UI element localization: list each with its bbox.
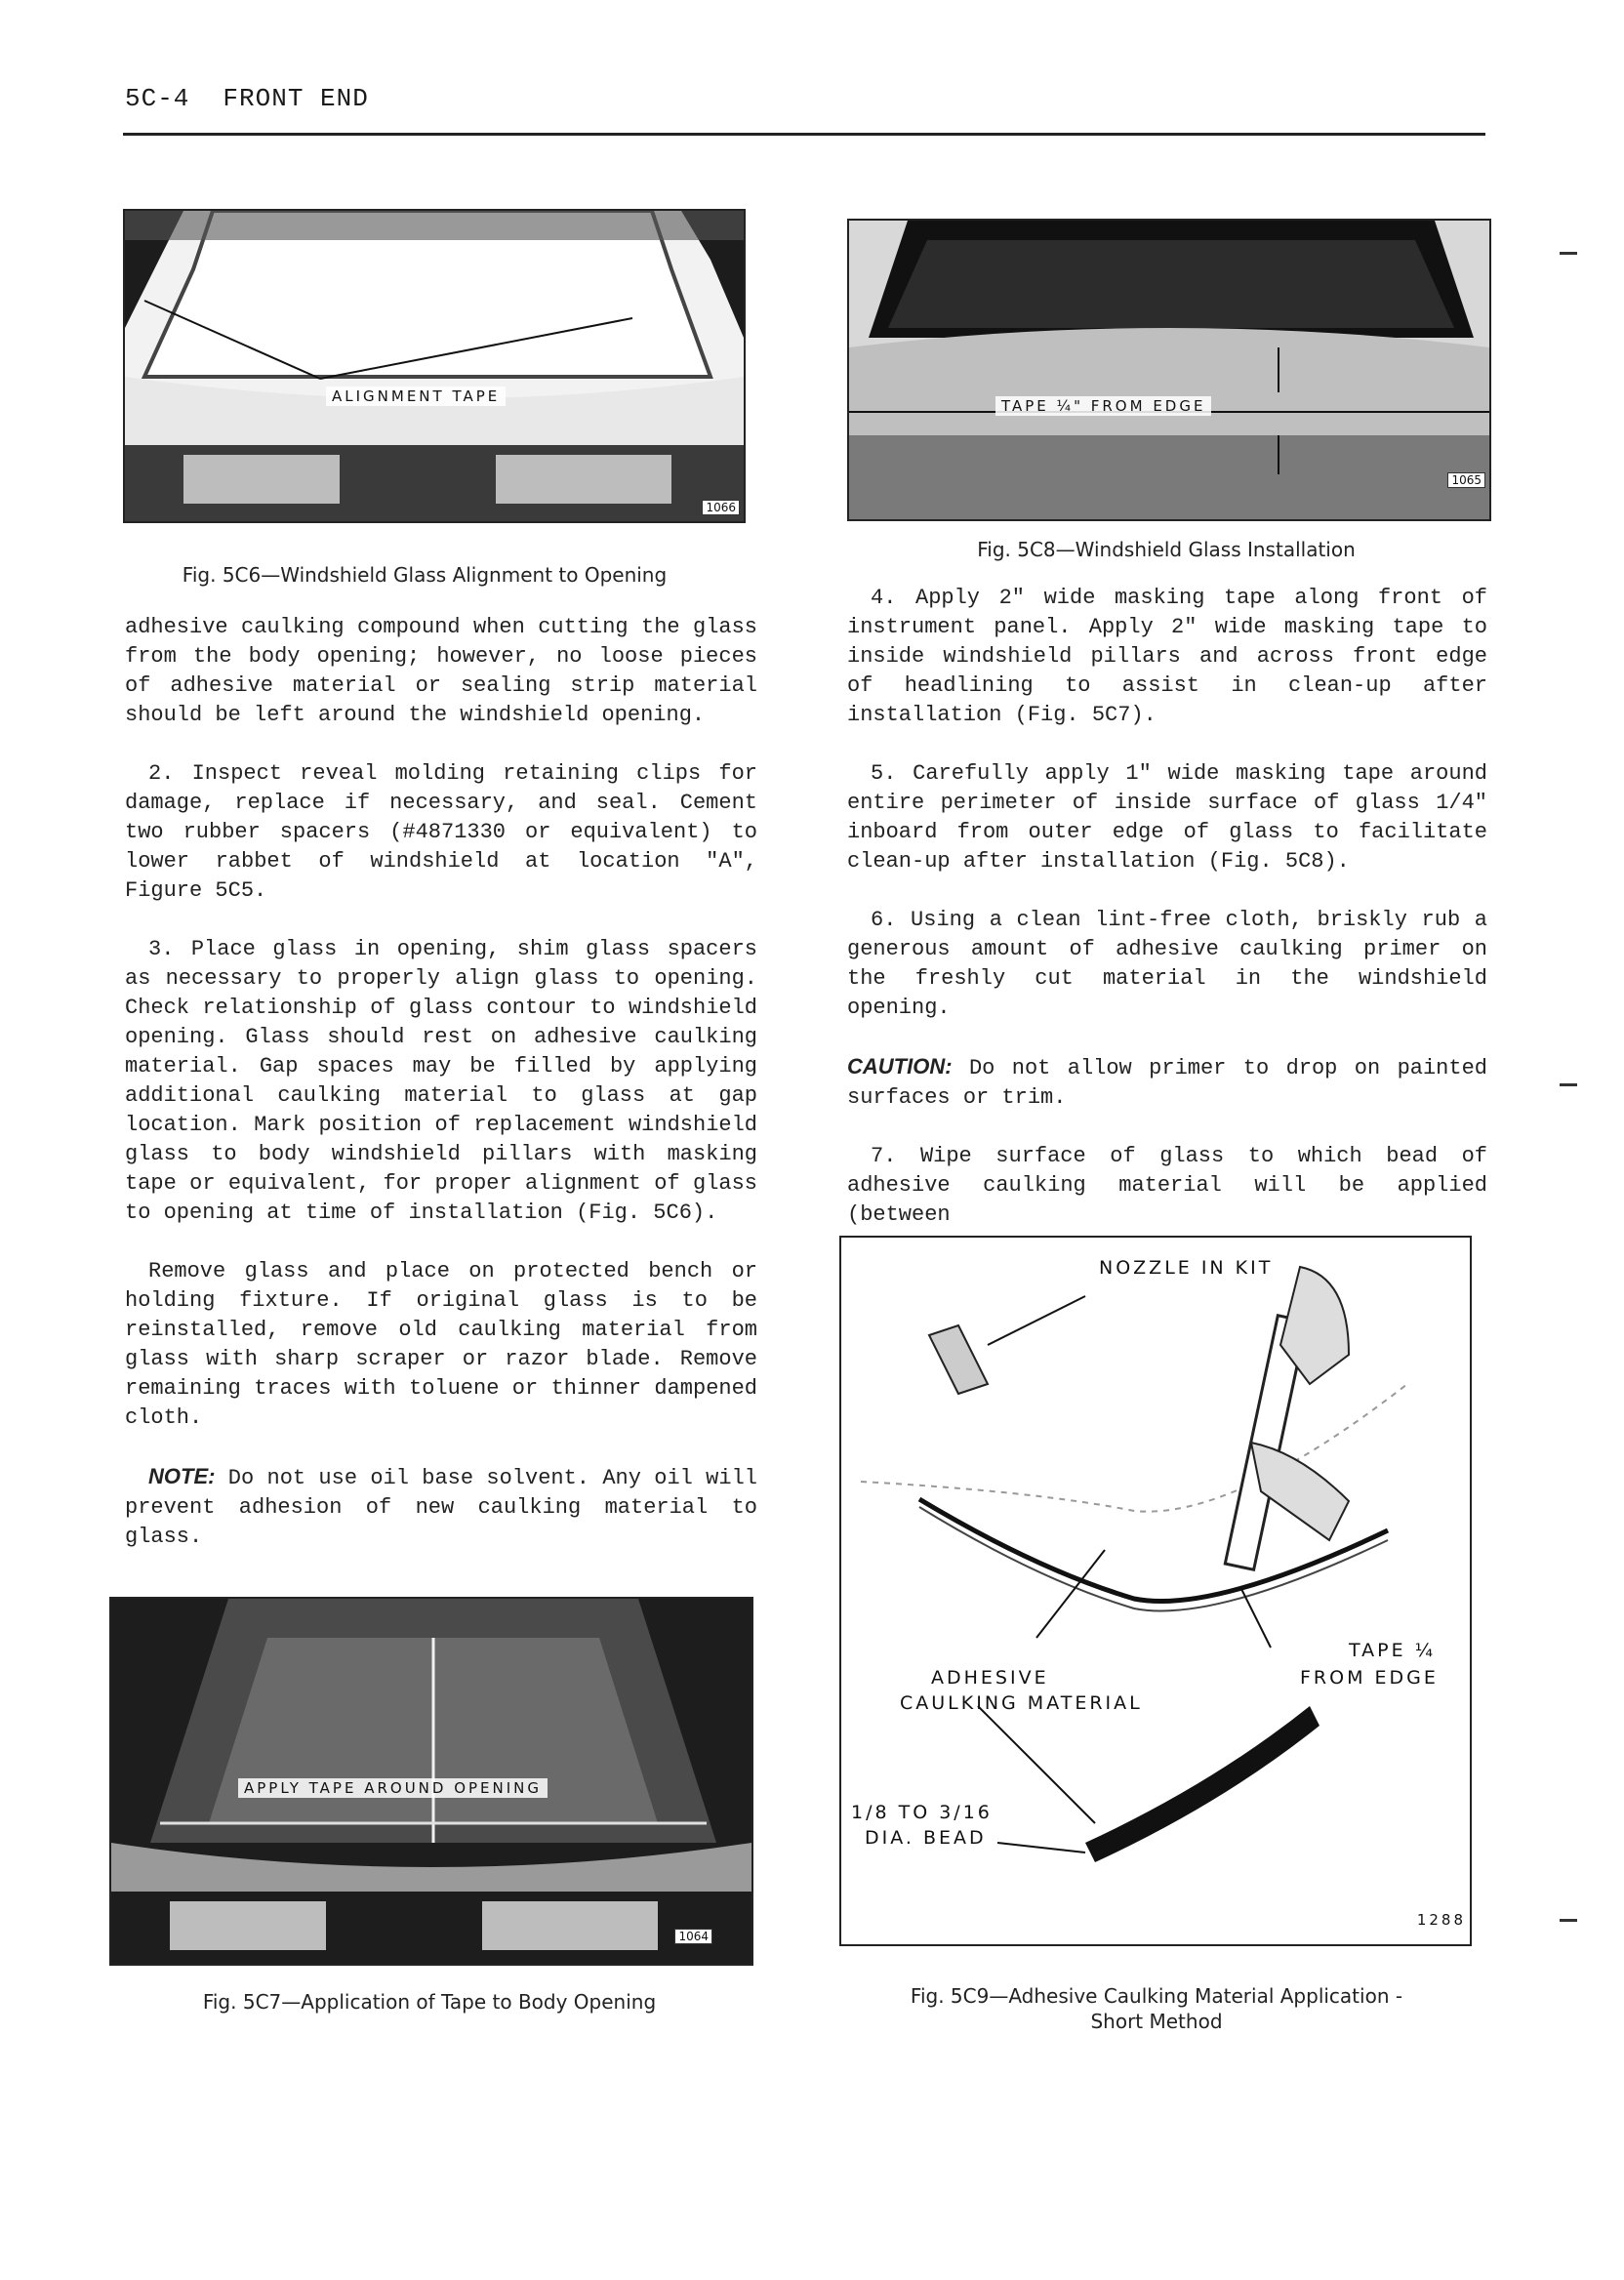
fig-5c8-caption: Fig. 5C8—Windshield Glass Installation <box>977 538 1356 561</box>
figure-5c7-photo <box>109 1597 753 1966</box>
left-paragraph-2: 2. Inspect reveal molding retaining clips for damage, replace if necessary, and seal. Cement two rubber spacers (#4871330 or equivalent) to lower rabbet of windshield at location "A", Figure 5C5. <box>125 761 757 903</box>
adhesive-label-2: CAULKING MATERIAL <box>900 1692 1143 1714</box>
fig-5c9-number: 1288 <box>1416 1911 1466 1929</box>
fig-5c8-number: 1065 <box>1447 472 1485 488</box>
page-header <box>125 84 369 113</box>
left-column-text <box>125 613 757 1581</box>
windshield-photo-5c6 <box>125 211 744 521</box>
bead-label: 1/8 TO 3/16 <box>851 1802 993 1823</box>
fig-5c9-caption-line-2: Short Method <box>1090 2010 1223 2033</box>
figure-5c6-photo <box>123 209 746 523</box>
right-paragraph-5: 5. Carefully apply 1" wide masking tape around entire perimeter of inside surface of glass 1/4" inboard from outer edge of glass to facilitate clean-up after installation (Fig. 5C8). <box>847 761 1487 874</box>
right-paragraph-7: 7. Wipe surface of glass to which bead of adhesive caulking material will be applied (between <box>847 1144 1487 1227</box>
caution-text: Do not allow primer to drop on painted surfaces or trim. <box>847 1056 1487 1110</box>
fig-5c9-caption <box>849 1983 1464 2034</box>
note-paragraph <box>125 1462 757 1552</box>
fig-5c7-number: 1064 <box>674 1929 712 1944</box>
fig-5c6-caption: Fig. 5C6—Windshield Glass Alignment to Opening <box>182 563 668 587</box>
tape-label: TAPE ¼ <box>1349 1640 1437 1661</box>
bead-label-2: DIA. BEAD <box>865 1827 987 1849</box>
note-text: Do not use oil base solvent. Any oil will prevent adhesion of new caulking material to glass. <box>125 1466 757 1549</box>
left-paragraph-1: adhesive caulking compound when cutting the glass from the body opening; however, no loose pieces of adhesive material or sealing strip material should be left around the windshield opening. <box>125 615 757 727</box>
figure-5c9-diagram <box>839 1236 1472 1946</box>
fig-5c7-label: APPLY TAPE AROUND OPENING <box>238 1778 548 1798</box>
caution-lead: CAUTION: <box>847 1054 953 1079</box>
left-paragraph-4: Remove glass and place on protected bench or holding fixture. If original glass is to be reinstalled, remove old caulking material from glass with sharp scraper or razor blade. Remove remaining traces with toluene or thinner dampened cloth. <box>125 1259 757 1430</box>
adhesive-label: ADHESIVE <box>931 1667 1049 1689</box>
nozzle-label: NOZZLE IN KIT <box>1099 1257 1274 1279</box>
margin-mark <box>1560 1083 1577 1086</box>
left-paragraph-3: 3. Place glass in opening, shim glass spacers as necessary to properly align glass to opening. Check relationship of glass contour to windshield opening. Glass should rest on adhesive caulking material. Gap spaces may be filled by applying additional caulking material to glass at gap location. Mark position of replacement windshield glass to body windshield pillars with masking tape or equivalent, for proper alignment of glass to opening at time of installation (Fig. 5C6). <box>125 937 757 1225</box>
glass-install-photo-5c8 <box>849 221 1489 519</box>
margin-mark <box>1560 252 1577 255</box>
margin-mark <box>1560 1919 1577 1922</box>
right-paragraph-4: 4. Apply 2" wide masking tape along front of instrument panel. Apply 2" wide masking tape to inside windshield pillars and across front edge of headlining to assist in clean-up after installation (Fig. 5C7). <box>847 586 1487 727</box>
tape-label-2: FROM EDGE <box>1300 1667 1439 1689</box>
fig-5c8-label: TAPE ¼" FROM EDGE <box>995 396 1211 416</box>
fig-5c6-number: 1066 <box>702 500 740 515</box>
right-column-text <box>847 584 1487 1259</box>
figure-5c8-photo <box>847 219 1491 521</box>
note-lead: NOTE: <box>148 1464 216 1488</box>
fig-5c9-caption-line-1: Fig. 5C9—Adhesive Caulking Material Application - <box>910 1984 1403 2008</box>
section-title: FRONT END <box>223 84 369 113</box>
right-paragraph-6: 6. Using a clean lint-free cloth, briskly rub a generous amount of adhesive caulking primer on the freshly cut material in the windshield opening. <box>847 908 1487 1020</box>
page-number: 5C-4 <box>125 84 190 113</box>
fig-5c6-label: ALIGNMENT TAPE <box>326 387 506 406</box>
header-rule <box>123 133 1485 136</box>
caution-paragraph <box>847 1052 1487 1113</box>
fig-5c7-caption: Fig. 5C7—Application of Tape to Body Opening <box>202 1990 657 2014</box>
